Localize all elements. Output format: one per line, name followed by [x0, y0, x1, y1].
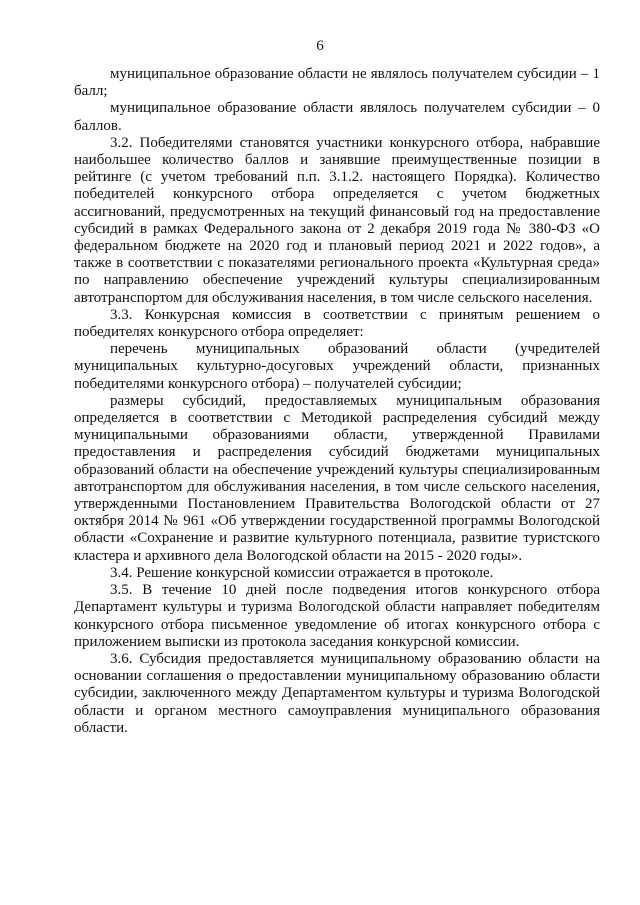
paragraph-3-4-protocol: 3.4. Решение конкурсной комиссии отражается в протоколе.	[110, 564, 494, 581]
paragraph-3-2-winners: 3.2. Победителями становятся участники конкурсного отбора, набравшие наибольшее количество баллов и занявшие преимущественные позиции в рейтинге (с учетом требований п.п. 3.1.2. настоящего Порядка). Количество победителей конкурсного отбора определяется с учетом бюджетных ассигнований, предусмотренных на текущий финансовый год на предоставление субсидий в рамках Федерального закона от 2 декабря 2019 года № 380-ФЗ «О федеральном бюджете на 2020 год и плановый период 2021 и 2022 годов», а также в соответствии с показателями регионального проекта «Культурная среда» по направлению обеспечение учреждений культуры специализированным автотранспортом для обслуживания населения, в том числе сельского населения.	[74, 134, 600, 306]
page-number: 6	[316, 38, 324, 54]
paragraph-option-1-ball: муниципальное образование области не являлось получателем субсидии – 1 балл;	[74, 66, 600, 100]
document-body	[74, 66, 600, 737]
paragraph-3-3-commission: 3.3. Конкурсная комиссия в соответствии с принятым решением о победителях конкурсного отбора определяет:	[74, 306, 600, 341]
paragraph-3-5-notification: 3.5. В течение 10 дней после подведения итогов конкурсного отбора Департамент культуры и туризма Вологодской области направляет победителям конкурсного отбора письменное уведомление об итогах конкурсного отбора с приложением выписки из протокола заседания конкурсной комиссии.	[74, 582, 600, 650]
paragraph-list-recipients: перечень муниципальных образований области (учредителей муниципальных культурно-досуговых учреждений области, признанных победителями конкурсного отбора) – получателей субсидии;	[74, 341, 600, 392]
paragraph-subsidy-sizes: размеры субсидий, предоставляемых муниципальным образования определяется в соответствии с Методикой распределения субсидий между муниципальными образованиями области, утвержденной Правилами предоставления и распределения субсидий бюджетами муниципальных образований области на обеспечение учреждений культуры специализированным автотранспортом для обслуживания населения, в том числе сельского населения, утвержденными Постановлением Правительства Вологодской области от 27 октября 2014 № 961 «Об утверждении государственной программы Вологодской области «Сохранение и развитие культурного потенциала, развитие туристского кластера и архивного дела Вологодской области на 2015 - 2020 годы».	[74, 392, 600, 564]
paragraph-3-6-agreement: 3.6. Субсидия предоставляется муниципальному образованию области на основании соглашения о предоставлении муниципальному образованию области субсидии, заключенного между Департаментом культуры и туризма Вологодской области и органом местного самоуправления муниципального образования области.	[74, 650, 600, 736]
paragraph-option-0-ballov: муниципальное образование области являлось получателем субсидии – 0 баллов.	[74, 100, 600, 134]
